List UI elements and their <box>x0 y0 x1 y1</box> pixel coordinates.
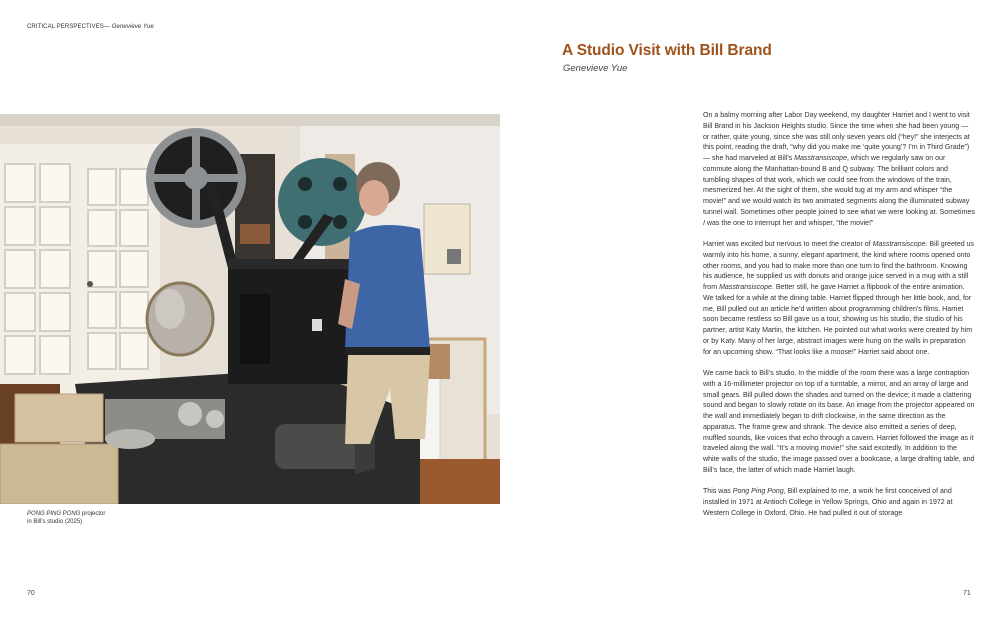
italic-text-run: Masstransiscope <box>794 155 848 162</box>
text-run: , which we regularly saw on our commute along the Manhattan-bound B and Q subway. The brilliant colors and tumbling shapes of that work, which we could see from the windows of the train, mesmerized her. At the sight of them, she would tug at my arm and whisper “the movie!” and we would watch its two animated segments along the illuminated subway tunnel wall. Sometimes other people joined to see what we were looking at. Sometimes <box>703 155 975 216</box>
body-paragraph <box>703 111 975 229</box>
italic-text-run: Masstransiscope <box>872 241 926 248</box>
caption-line1-rest: projector <box>80 511 106 517</box>
text-run: . Bill greeted us warmly into his home, a sunny, elegant apartment, the kind where rooms opened onto other rooms, and you had to make more than one turn to find the bathroom. Knowing his audience, he supplied us with donuts and orange juice served in a mug with a still from <box>703 241 975 291</box>
article-byline: Genevieve Yue <box>563 63 628 74</box>
text-run: We came back to Bill’s studio. In the middle of the room there was a large contraption with a 16-millimeter projector on top of a turntable, a mirror, and an array of large and small gears. Bill pulled down the shades and turned on the device; it made a clattering sound and began to slowly rotate on its base. An image from the projector appeared on the wall and immediately began to drift clockwise, in the same direction as the apparatus. The frame grew and shrank. The device also emitted a series of deep, muffled sounds, like voices that echo through a cavern. Harriet followed the image as it traveled along the wall. “It’s a moving movie!” she said excitedly. In addition to the white walls of the studio, the image passed over a bookcase, a large drafting table, and Bill’s face, the latter of which made Harriet laugh. <box>703 370 975 474</box>
italic-text-run: I <box>703 219 705 227</box>
italic-text-run: Masstransiscope <box>719 284 772 291</box>
caption-line2: in Bill's studio (2025) <box>27 519 83 525</box>
article-body <box>703 111 975 530</box>
studio-photo <box>0 114 500 504</box>
text-run: . Better still, he gave Harriet a flipbook of the entire animation. We talked for a while at the dining table. Harriet flipped through her little book, and, for me, Bill pulled out an article he’d written about programming children’s films. Harriet soon became restless so Bill gave us a tour, showing us his studio, the studio of his partner, artist Katy Martin, the kitchen. He pointed out what works were created by him or by Katy. Many of her large, abstract images were hung on the walls in preparation for an upcoming show. “That looks like a moose!” Harriet said about one. <box>703 284 973 356</box>
text-run: This was <box>703 488 733 496</box>
body-paragraph <box>703 369 975 477</box>
article-title: A Studio Visit with Bill Brand <box>562 42 772 59</box>
caption-work-title: PONG PING PONG <box>27 511 81 517</box>
running-head-section: CRITICAL PERSPECTIVES— <box>27 24 112 30</box>
body-paragraph <box>703 240 975 358</box>
text-run: On a balmy morning after Labor Day weekend, my daughter Harriet and I went to visit Bill Brand in his Jackson Heights studio. Since the time when she had been young — or rather, quite young, since she was still only seven years old (“hey!” she interjects at this point, reading the draft, “why did you make me ‘quite young’? I’m in Third Grade”) — she had marveled at Bill’s <box>703 112 970 162</box>
body-paragraph <box>703 487 975 519</box>
text-run: , Bill explained to me, a work he first conceived of and installed in 1971 at Antioch College in Yellow Springs, Ohio and again in 1972 at Western College in Oxford, Ohio. He had pulled it out of storage <box>703 488 953 517</box>
text-run: was the one to interrupt her and whisper, “the movie!” <box>704 219 874 227</box>
projector-photo-illustration <box>0 114 500 504</box>
running-head <box>27 24 154 30</box>
running-head-author: Genevieve Yue <box>111 24 154 30</box>
italic-text-run: Pong Ping Pong <box>732 488 784 496</box>
figure-caption <box>27 510 167 526</box>
page-number-right: 71 <box>963 590 971 597</box>
page-number-left: 70 <box>27 590 35 597</box>
text-run: Harriet was excited but nervous to meet the creator of <box>703 241 873 248</box>
